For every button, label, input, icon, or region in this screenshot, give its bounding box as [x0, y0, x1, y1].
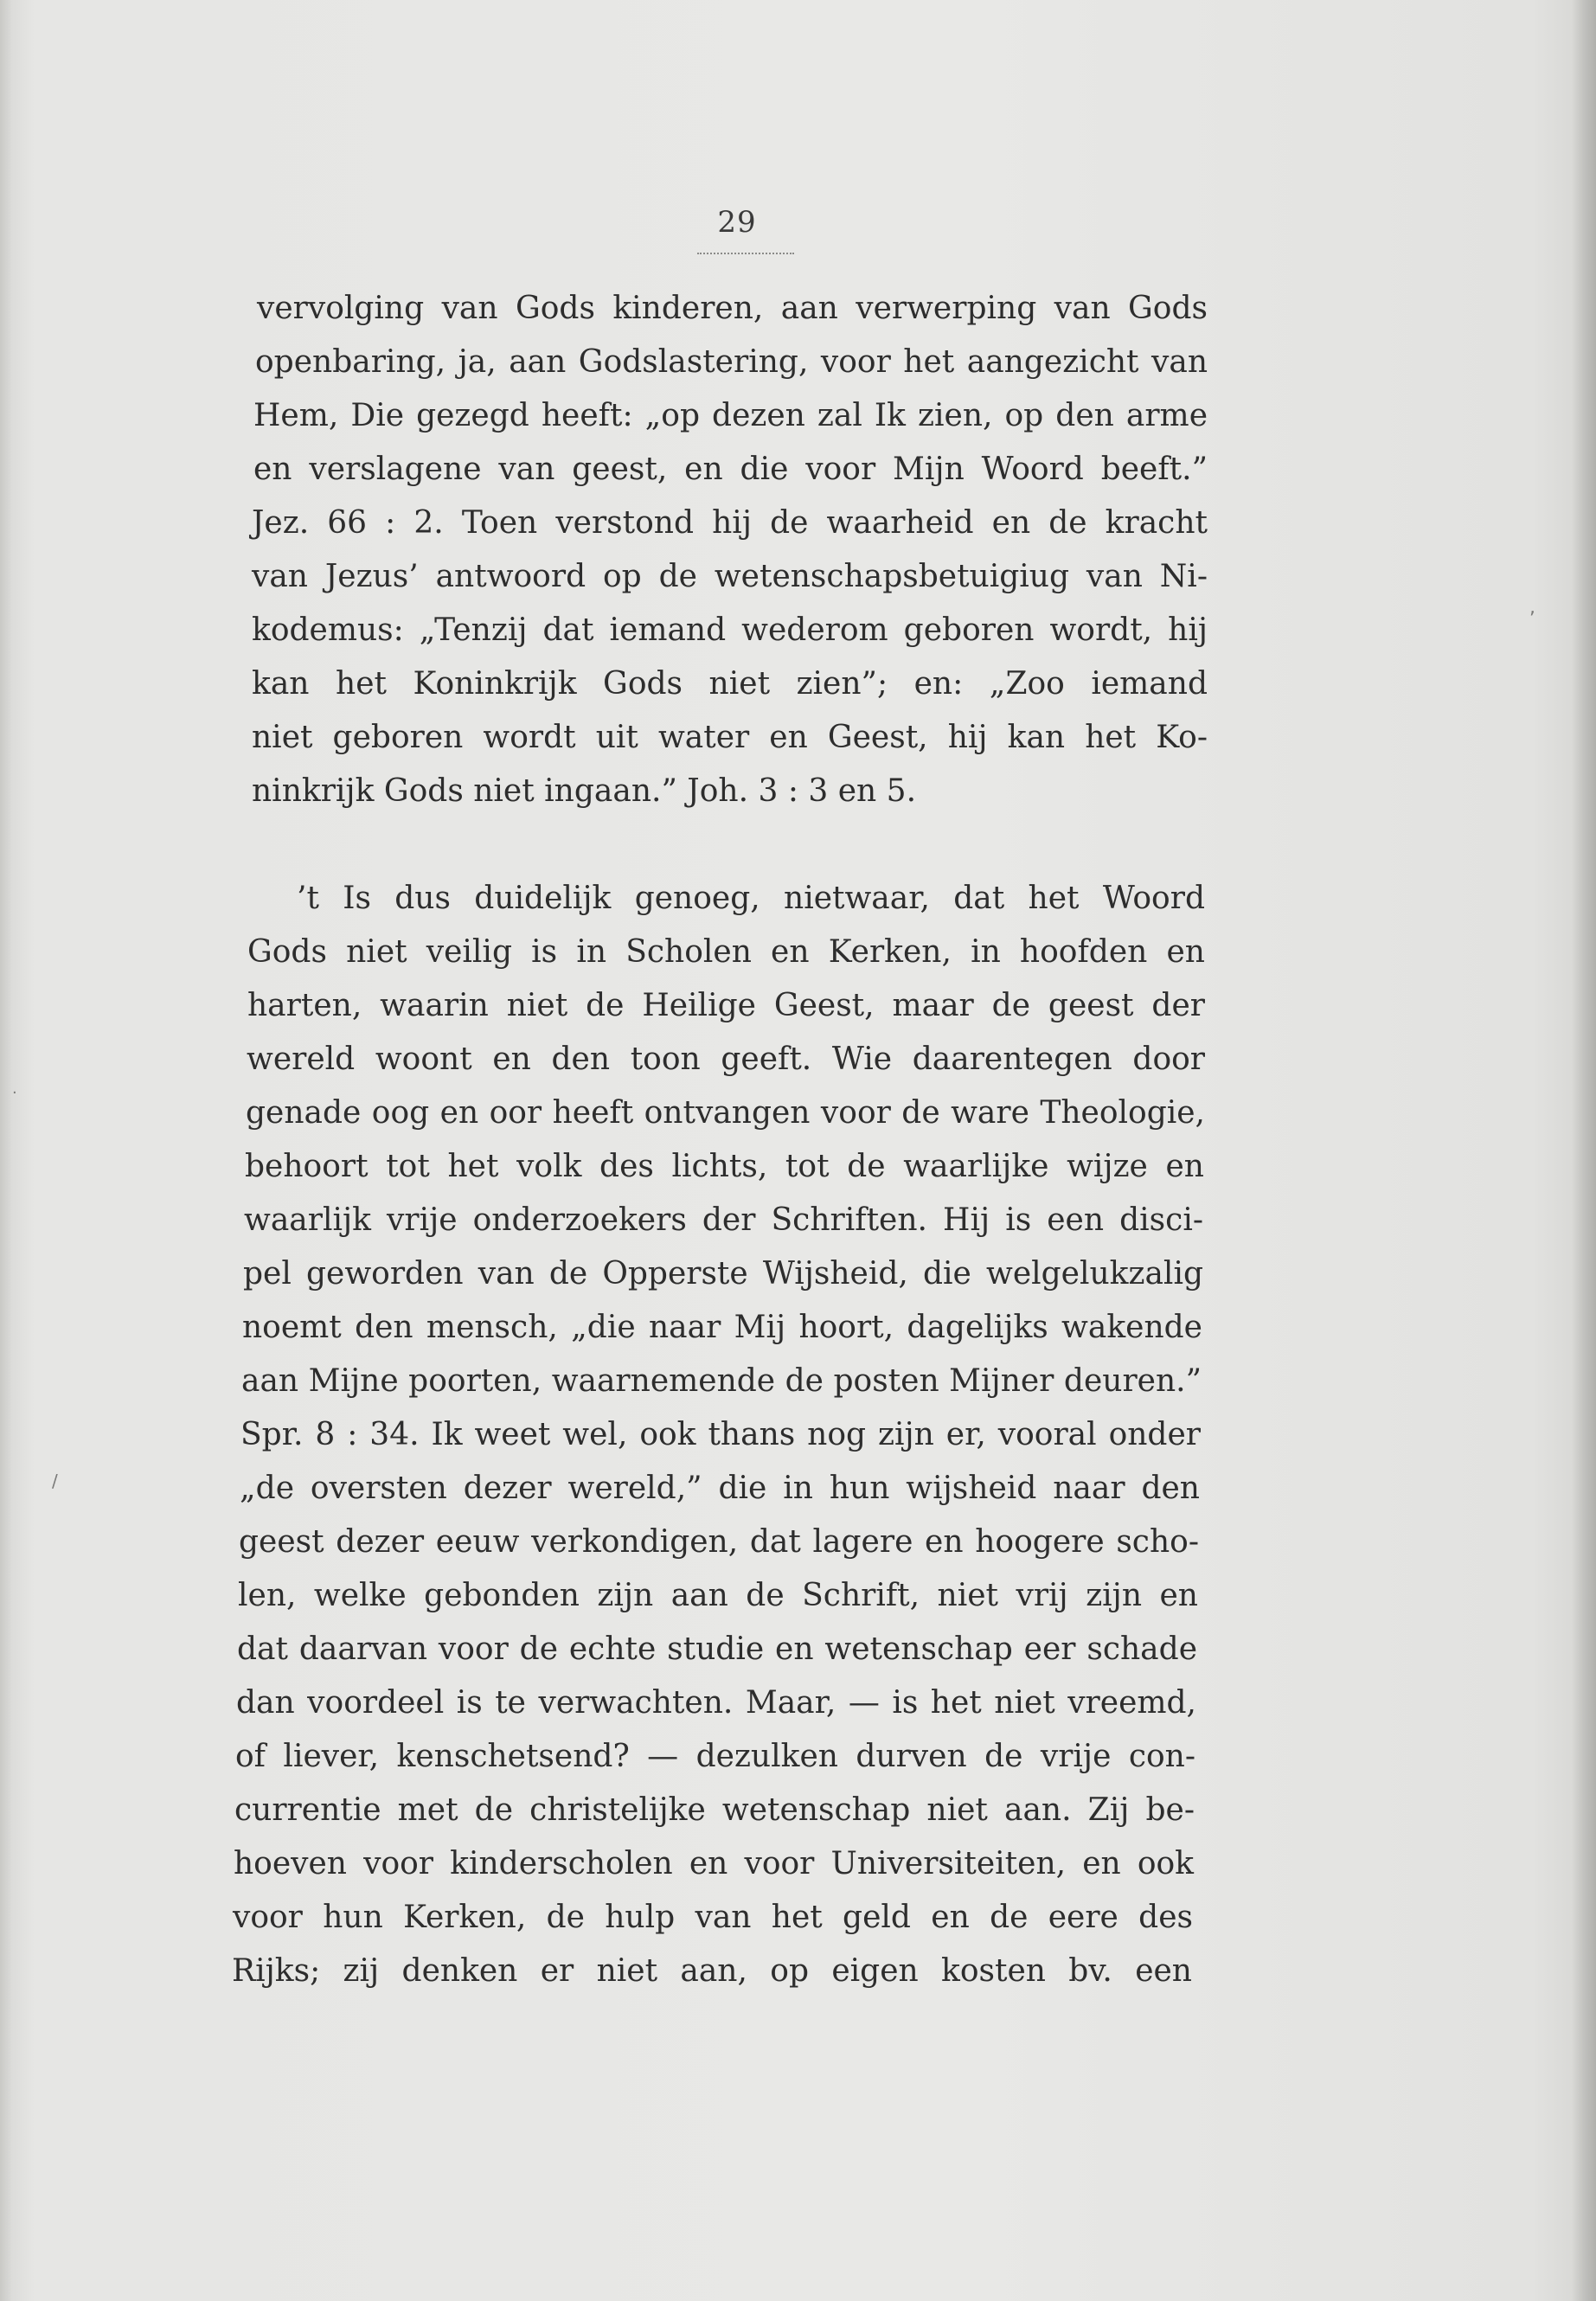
text-line: geest dezer eeuw verkondigen, dat lagere en hoogere scho-	[239, 1524, 1199, 1560]
text-line: waarlijk vrije onderzoekers der Schriften. Hij is een disci-	[244, 1202, 1203, 1238]
text-line: Gods niet veilig is in Scholen en Kerken, in hoofden en	[247, 934, 1205, 970]
text-line: of liever, kenschetsend? — dezulken durven de vrije con-	[235, 1739, 1195, 1774]
text-line: „de oversten dezer wereld,” die in hun wijsheid naar den	[240, 1471, 1200, 1506]
text-line: Rijks; zij denken er niet aan, op eigen kosten bv. een	[232, 1953, 1192, 1989]
text-line: dan voordeel is te verwachten. Maar, — is het niet vreemd,	[236, 1685, 1196, 1721]
page-number-underline	[697, 253, 794, 254]
text-line: currentie met de christelijke wetenschap niet aan. Zij be-	[234, 1792, 1195, 1828]
text-line: ’t Is dus duidelijk genoeg, nietwaar, dat het Woord	[297, 881, 1205, 916]
scan-speck: ·	[12, 1084, 17, 1102]
scan-speck: ,	[1529, 597, 1535, 619]
text-line: dat daarvan voor de echte studie en wetenschap eer schade	[237, 1631, 1197, 1667]
text-line: behoort tot het volk des lichts, tot de waarlijke wijze en	[245, 1149, 1204, 1184]
text-line: noemt den mensch, „die naar Mij hoort, dagelijks wakende	[242, 1310, 1202, 1345]
text-line: Jez. 66 : 2. Toen verstond hij de waarheid en de kracht	[252, 505, 1208, 541]
text-line: kodemus: „Tenzij dat iemand wederom geboren wordt, hij	[252, 612, 1208, 648]
text-line: Spr. 8 : 34. Ik weet wel, ook thans nog zijn er, vooral onder	[240, 1417, 1201, 1452]
page-number: 29	[717, 205, 757, 240]
text-line: van Jezus’ antwoord op de wetenschapsbetuigiug van Ni-	[252, 559, 1208, 594]
text-line: niet geboren wordt uit water en Geest, hij kan het Ko-	[252, 720, 1208, 755]
text-line: kan het Koninkrijk Gods niet zien”; en: „Zoo iemand	[252, 666, 1208, 702]
scan-speck: /	[52, 1471, 58, 1491]
text-line: pel geworden van de Opperste Wijsheid, die welgelukzalig	[243, 1256, 1203, 1292]
text-line: wereld woont en den toon geeft. Wie daarentegen door	[247, 1042, 1205, 1077]
text-line: vervolging van Gods kinderen, aan verwerping van Gods	[257, 291, 1208, 326]
text-line: ninkrijk Gods niet ingaan.” Joh. 3 : 3 en 5.	[252, 773, 917, 809]
text-line: hoeven voor kinderscholen en voor Universiteiten, en ook	[234, 1846, 1194, 1881]
text-line: Hem, Die gezegd heeft: „op dezen zal Ik zien, op den arme	[253, 398, 1208, 433]
page-edge-shadow	[1572, 0, 1596, 2301]
text-line: en verslagene van geest, en die voor Mijn Woord beeft.”	[253, 452, 1208, 487]
text-line: genade oog en oor heeft ontvangen voor de ware Theologie,	[246, 1095, 1205, 1131]
text-line: harten, waarin niet de Heilige Geest, maar de geest der	[247, 988, 1205, 1023]
text-line: len, welke gebonden zijn aan de Schrift, niet vrij zijn en	[238, 1578, 1198, 1613]
text-line: voor hun Kerken, de hulp van het geld en de eere des	[233, 1900, 1193, 1935]
text-line: openbaring, ja, aan Godslastering, voor het aangezicht van	[255, 344, 1208, 380]
text-line: aan Mijne poorten, waarnemende de posten Mijner deuren.”	[241, 1363, 1202, 1399]
